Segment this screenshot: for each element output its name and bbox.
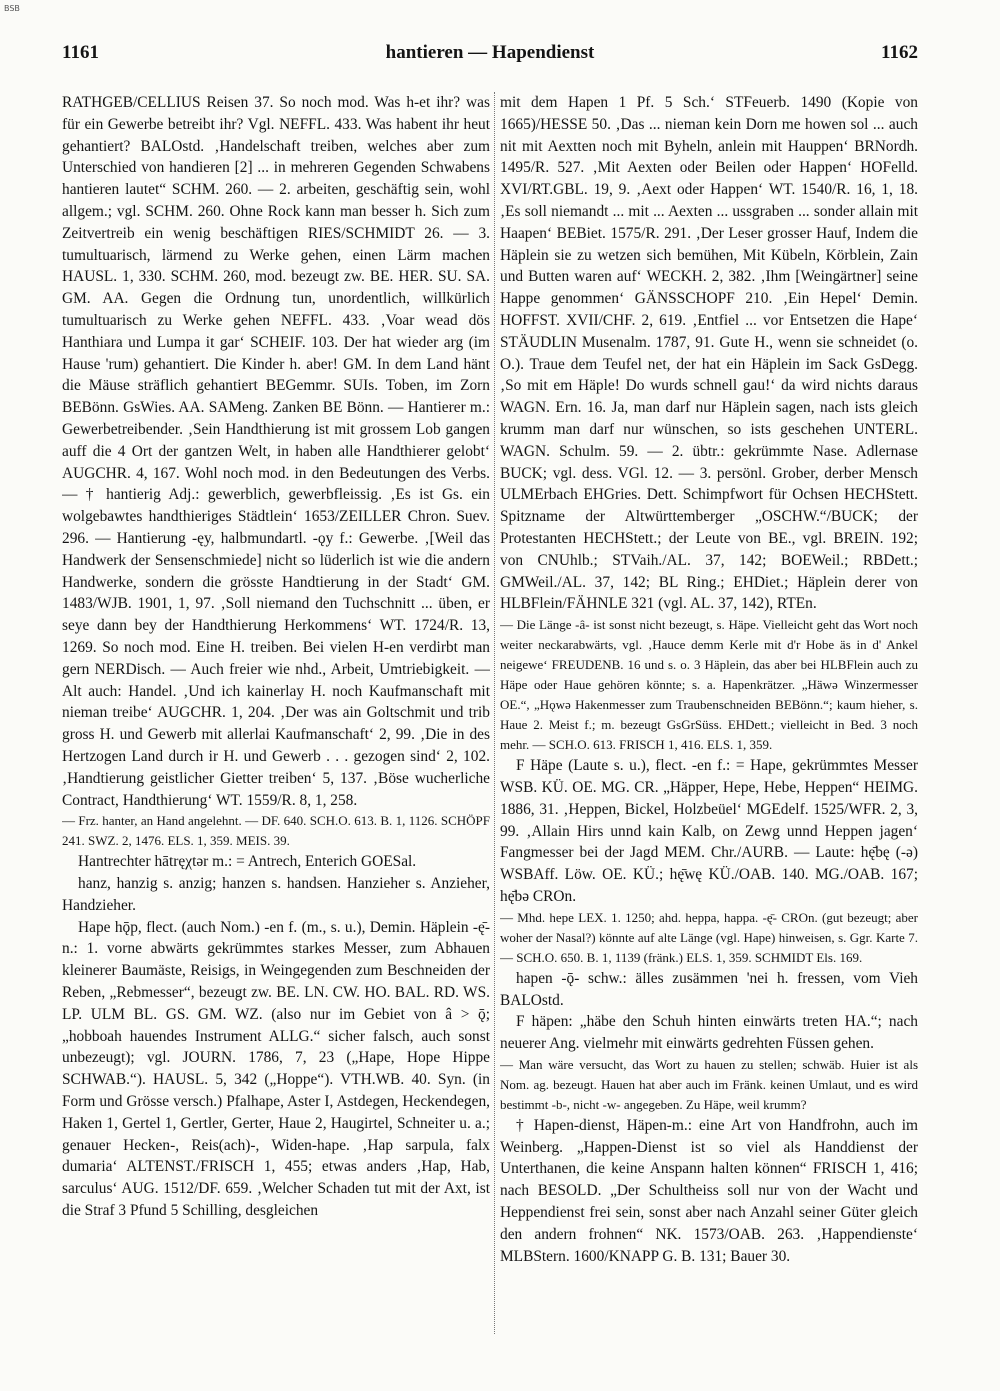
entry-hapendienst: † Hapen-dienst, Häpen-m.: eine Art von Handfrohn, auch im Weinberg. „Happen-Dienst ist so viel als Handdienst der Unterthanen, die keine Anspann halten können“ FRISCH 1, 416; nach BESOLD. „Der Schultheiss soll nur von der Wacht und Heppendienst frei sein, sonst aber nach Anzahl seiner Güter gleich den andern frohnen“ NK. 1573/OAB. 263. ‚Happendienste‘ MLBStern. 1600/KNAPP G. B. 131; Bauer 30. [500, 1116, 918, 1265]
column-divider [494, 92, 495, 1334]
entry-hantrechter: Hantrechter hātręχtər m.: = Antrech, Enterich GOESal. [78, 853, 417, 871]
haepe-etymology-note: — Mhd. hepe LEX. 1. 1250; ahd. heppa, happa. -ę̄- CROn. (gut bezeugt; aber woher der Nasal?) könnte auf alte Länge (vgl. Hape) hinweisen, s. Ggr. Karte 7. — SCH.O. 650. B. 1, 1139 (fränk.) ELS. 1, 359. SCHMIDT Els. 169. [500, 909, 918, 965]
page-number-right: 1162 [881, 42, 918, 63]
page-header [62, 42, 918, 72]
left-column [62, 92, 490, 1342]
entry-haepen: F häpen: „häbe den Schuh hinten einwärts treten HA.“; nach neuerer Ang. vielmehr mit einwärts gedrehten Füssen gehen. [500, 1013, 918, 1053]
page-number-left: 1161 [62, 42, 99, 63]
hape-etymology-note: — Die Länge -â- ist sonst nicht bezeugt, s. Häpe. Vielleicht geht das Wort noch weiter neckarabwärts, vgl. ‚Hauce demm Kerle mit d'r Hobe äs in d' Ankel neigewe‘ FREUDENB. 16 und s. o. 3 Häplein, das aber bei HLBFlein auch zu Häpe oder Haue gehören könnte; s. a. Hapenkrätzer. „Häwə Winzermesser OE.“, „Hǫwə Hakenmesser zum Traubenschneiden BEBönn.“; kaum hieher, s. Haue 2. Meist f.; m. bezeugt GsGrSüss. EHDett.; vielleicht in Bed. 3 noch mehr. — SCH.O. 613. FRISCH 1, 416. ELS. 1, 359. [500, 617, 918, 753]
cross-reference-hanz: hanz, hanzig s. anzig; hanzen s. handsen. Hanzieher s. Anzieher, Handzieher. [62, 875, 490, 914]
etymology-note: — Frz. hanter, an Hand angelehnt. — DF. 640. SCH.O. 613. B. 1, 1126. SCHÖPF 241. SWZ. 2, 1476. ELS. 1, 359. MEIS. 39. [62, 813, 490, 849]
entry-haepe: F Häpe (Laute s. u.), flect. -en f.: = Hape, gekrümmtes Messer WSB. KÜ. OE. MG. CR. „Häpper, Hepe, Hebe, Heppen“ HEIMG. 1886, 31. ‚Heppen, Bickel, Holzbeüel‘ MGEdelf. 1525/WFR. 2, 3, 99. ‚Allain Hirs unnd kain Kalb, on Zewg unnd Heppen jagen‘ Fangmesser bei der Jagd MEM. Chr./AURB. — Laute: hę̄bę (-ə) WSBAff. Löw. OE. KÜ.; hę̄wę KÜ./OAB. 140. MG./OAB. 167; hę̄bə CROn. [500, 757, 918, 905]
page-title: hantieren — Hapendienst [385, 42, 595, 63]
entry-hape-continued: mit dem Hapen 1 Pf. 5 Sch.‘ STFeuerb. 1490 (Kopie von 1665)/HESSE 50. ‚Das ... nieman kein Dorn me howen sol ... auch nit mit Aextten noch mit Byheln, anlein mit Hauppen‘ BRNordh. 1495/R. 527. ‚Mit Aexten oder Beilen oder Happen‘ HOFelld. XVI/RT.GBL. 19, 9. ‚Aext oder Happen‘ WT. 1540/R. 16, 1, 18. ‚Es soll niemandt ... mit ... Aexten ... ussgraben ... sonder allain mit Haapen‘ BEBiet. 1575/R. 291. ‚Der Leser grosser Hauf, Indem die Häplein sie zu wetzen sich bemühen, Mit Kübeln, Körblein, Zain und Butten waren auf‘ WECKH. 2, 382. ‚Ihm [Weingärtner] seine Happe genommen‘ GÄNSSCHOPF 210. ‚Ein Hepel‘ Demin. HOFFST. XVII/CHF. 2, 619. ‚Entfiel ... vor Entsetzen die Hape‘ STÄUDLIN Musenalm. 1787, 91. Gute H., wenn sie schneidet (o. O.). Traue dem Teufel net, der hat ein Häplein im Sack GsDegg. ‚So mit em Häple! Do wurds schnell gau!‘ da wird nichts daraus WAGN. Ern. 16. Ja, man darf nur Häplein sagen, nach ists gleich krumm man darf nur wünschen, so ists geschehen UNTERL. WAGN. Schulm. 59. — 2. übtr.: gekrümmte Nase. Adlernase BUCK; vgl. dess. VGl. 12. — 3. persönl. Grober, derber Mensch ULMErbach EHGries. Dett. Schimpfwort für Ochsen HECHStett. Spitzname der Altwürttemberger „OSCHW.“/BUCK; der Protestanten HECHStett.; der Leute von BE., vgl. BREIN. 192; von CNUhlb.; STVaih./AL. 37, 142; BOEWeil.; RBDett.; GMWeil./AL. 37, 142; BL Ring.; EHDiet.; Häplein derer von HLBFlein/FÄHNLE 321 (vgl. AL. 37, 142), RTEn. [500, 94, 918, 613]
haepen-note: — Man wäre versucht, das Wort zu hauen zu stellen; schwäb. Huier ist als Nom. ag. bezeugt. Hauen hat aber auch im Fränk. keinen Umlaut, und es wird bestimmt -b-, nicht -w- angegeben. Zu Häpe, weil krumm? [500, 1056, 918, 1112]
entry-hape: Hape hǭp, flect. (auch Nom.) -en f. (m., s. u.), Demin. Häplein -ę̄- n.: 1. vorne abwärts gekrümmtes starkes Messer, zum Abhauen kleinerer Baumäste, Reisigs, in Weingegenden zum Beschneiden der Reben, „Rebmesser“, bezeugt zw. BE. LN. CW. HO. BAL. RD. WS. LP. ULM BL. GS. GM. WZ. (also nur im Gebiet von â > ǭ; „hobboah hauendes Instrument ALLG.“ sicher falsch, auch sonst unbezeugt); vgl. JOURN. 1786, 7, 23 („Hape, Hope Hippe SCHWAB.“). HAUSL. 5, 342 („Hoppe“). VTH.WB. 40. Syn. (in Form und Grösse versch.) Pfalhape, Aster I, Astdegen, Heckendegen, Haken 1, Gertel 1, Gertler, Gerter, Haue 2, Haugirtel, Schneiter u. a.; genauer Hecken-, Reis(ach)-, Widen-hape. ‚Hap sarpula, falx dumaria‘ ALTENST./FRISCH 1, 455; etwas anders ‚Hap, Hab, sarculus‘ AUG. 1512/DF. 659. ‚Welcher Schaden tut mit der Axt, ist die Straf 3 Pfund 5 Schilling, desgleichen [62, 918, 490, 1220]
entry-hantieren-text: RATHGEB/CELLIUS Reisen 37. So noch mod. Was h-et ihr? was für ein Gewerbe betreibt ihr? Vgl. NEFFL. 433. Was habent ihr heut gehantiert? BALOstd. ‚Handelschaft treiben, welches aber zum Unterschied von handieren [2] ... in mehreren Gegenden Schwabens hantieren lautet“ SCHM. 260. — 2. arbeiten, geschäftig sein, wohl allgem.; vgl. SCHM. 260. Ohne Rock kann man besser h. Sich zum Zeitvertreib ein wenig beschäftigen RIES/SCHMIDT 26. — 3. tumultuarisch, lärmend zu Werke gehen, einen Lärm machen HAUSL. 1, 330. SCHM. 260, mod. bezeugt zw. BE. HER. SU. SA. GM. AA. Gegen die Ordnung tun, unordentlich, willkürlich tumultuarisch zu Werke gehen NEFFL. 433. ‚Voar wead dös Hanthiara und Lumpa it gar‘ SCHEIF. 103. Der hat wieder arg (im Hause 'rum) gehantiert. Die Kinder h. aber! GM. In dem Land hänt die Mäuse sträflich gehantiert BEGemmr. SUIs. Toben, im Zorn BEBönn. GsWies. AA. SAMeng. Zanken BE Bönn. — Hantierer m.: Gewerbetreibender. ‚Sein Handthierung ist mit grossem Lob gangen auff die 4 Ort der gantzen Welt, in haben alle Handthierer gelobt‘ AUGCHR. 4, 167. Wohl noch mod. in den Bedeutungen des Verbs. — † hantierig Adj.: gewerblich, gewerbfleissig. ‚Es ist Gs. ein wolgebawtes handthieriges Städtlein‘ 1653/ZEILLER Chron. Suev. 296. — Hantierung -ęy, halbmundartl. -ǫy f.: Gewerbe. ‚[Weil das Handwerk der Sensenschmiede] nicht so lüderlich ist wie die andern Handwerke, sondern die grösste Handtierung in der Stadt‘ GM. 1483/WJB. 1901, 1, 97. ‚Soll niemand den Tuchschnitt ... üben, er seye dann bey der Handthierung Herkommens‘ WT. 1724/R. 13, 1269. So noch mod. Eine H. treiben. Bei vielen H-en verdirbt man gern NERDisch. — Auch freier wie nhd., Arbeit, Umtriebigkeit. — Alt auch: Handel. ‚Und ich kainerlay H. noch Kaufmanschaft mit nieman treibe‘ AUGCHR. 1, 204. ‚Der was ain Goltschmit und trib gross H. und Gewerb mit allerlai Kaufmanschaft‘ 2, 99. ‚Die in des Hertzogen Land durch ir H. und Gewerb . . . gezogen sind‘ 2, 102. ‚Handtierung geistlicher Gietter treiben‘ 5, 137. ‚Böse wucherliche Contract, Handthierung‘ WT. 1559/R. 8, 1, 258. [62, 94, 490, 809]
right-column [500, 92, 918, 1342]
library-stamp: BSB [4, 4, 20, 13]
entry-hapen: hapen -ǭ- schw.: älles zusämmen 'nei h. fressen, vom Vieh BALOstd. [500, 969, 918, 1009]
